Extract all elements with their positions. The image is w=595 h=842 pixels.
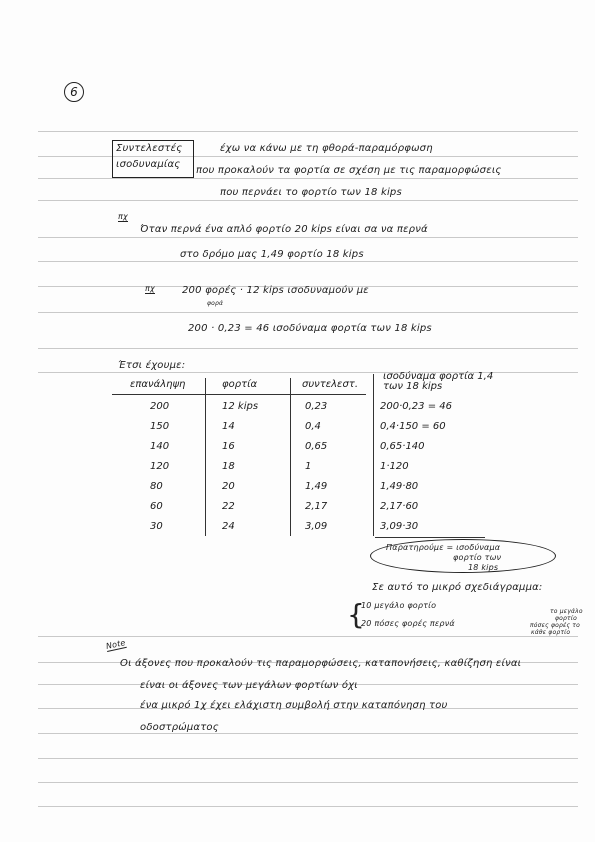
heading-line: Συντελεστές <box>116 143 183 154</box>
table-cell: 0,4 <box>305 421 321 432</box>
table-cell: 3,09 <box>305 521 328 532</box>
side-note-line: κάθε φορτίο <box>531 629 571 636</box>
table-cell: 24 <box>222 521 235 532</box>
example-equation: 200 · 0,23 = 46 ισοδύναμα φορτία των 18 kips <box>188 323 432 334</box>
side-note-line: πόσες φορές το <box>530 622 580 629</box>
table-cell: 80 <box>150 481 163 492</box>
note-line: ένα μικρό 1χ έχει ελάχιστη συμβολή στην καταπόνηση του <box>140 700 448 711</box>
table-cell: 0,65·140 <box>380 441 425 452</box>
table-header: συντελεστ. <box>302 379 358 390</box>
table-cell: 200 <box>150 401 170 412</box>
note-label: Note <box>105 638 127 651</box>
ruled-line <box>38 806 578 807</box>
note-line: είναι οι άξονες των μεγάλων φορτίων όχι <box>140 680 358 691</box>
example-marker: πχ <box>118 212 128 221</box>
table-title: Έτσι έχουμε: <box>118 360 186 371</box>
table-column-divider <box>205 378 206 536</box>
ruled-line <box>38 348 578 349</box>
table-header-rule <box>112 394 366 395</box>
table-cell: 2,17·60 <box>380 501 419 512</box>
table-header: φορτία <box>222 379 258 390</box>
table-column-divider <box>290 378 291 536</box>
table-cell: 18 <box>222 461 235 472</box>
table-bottom-rule <box>375 537 485 538</box>
table-cell: 20 <box>222 481 235 492</box>
example-text: 200 φορές · 12 kips ισοδυναμούν με <box>182 285 369 296</box>
table-cell: 2,17 <box>305 501 328 512</box>
table-cell: 0,23 <box>305 401 328 412</box>
ellipse-note-line: Παρατηρούμε = ισοδύναμα <box>386 543 501 552</box>
ruled-line <box>38 178 578 179</box>
table-cell: 3,09·30 <box>380 521 419 532</box>
table-cell: 1,49 <box>305 481 328 492</box>
table-cell: 30 <box>150 521 163 532</box>
table-header: επανάληψη <box>130 379 186 390</box>
table-cell: 1,49·80 <box>380 481 419 492</box>
table-cell: 60 <box>150 501 163 512</box>
heading-box <box>112 140 194 178</box>
intro-line: έχω να κάνω με τη φθορά-παραμόρφωση <box>220 143 433 154</box>
table-cell: 16 <box>222 441 235 452</box>
ruled-line <box>38 261 578 262</box>
ellipse-note-line: 18 kips <box>468 563 499 572</box>
table-cell: 150 <box>150 421 170 432</box>
side-note-line: το μεγάλο <box>550 608 583 615</box>
table-cell: 120 <box>150 461 170 472</box>
table-header <box>383 372 503 392</box>
intro-line: που περνάει το φορτίο των 18 kips <box>220 187 402 198</box>
example-marker: πχ <box>145 284 155 293</box>
ruled-line <box>38 200 578 201</box>
ruled-line <box>38 758 578 759</box>
table-cell: 1·120 <box>380 461 409 472</box>
table-cell: 200·0,23 = 46 <box>380 401 452 412</box>
page-number: 6 <box>64 82 84 102</box>
example-subtext: φορά <box>207 300 224 307</box>
ellipse-note-line: φορτίο των <box>453 553 502 562</box>
ruled-line <box>38 312 578 313</box>
table-cell: 1 <box>305 461 312 472</box>
example-line: Όταν περνά ένα απλό φορτίο 20 kips είναι σα να περνά <box>140 224 428 235</box>
conclusion-lead: Σε αυτό το μικρό σχεδιάγραμμα: <box>372 582 543 593</box>
table-cell: 22 <box>222 501 235 512</box>
brace-glyph: { <box>347 598 365 631</box>
example-line: στο δρόμο μας 1,49 φορτίο 18 kips <box>180 249 364 260</box>
ruled-line <box>38 636 578 637</box>
intro-line: που προκαλούν τα φορτία σε σχέση με τις παραμορφώσεις <box>196 165 502 176</box>
ruled-line <box>38 237 578 238</box>
conclusion-branch: 10 μεγάλο φορτίο <box>361 601 437 610</box>
table-header-text: ισοδύναμα φορτία 1,4 των 18 kips <box>383 371 494 392</box>
ruled-line <box>38 131 578 132</box>
conclusion-branch: 20 πόσες φορές περνά <box>361 619 455 628</box>
heading-line: ισοδυναμίας <box>116 159 181 170</box>
ruled-line <box>38 782 578 783</box>
table-column-divider <box>373 374 374 536</box>
note-line: Οι άξονες που προκαλούν τις παραμορφώσεις, καταπονήσεις, καθίζηση είναι <box>120 658 522 669</box>
note-line: οδοστρώματος <box>140 722 219 733</box>
table-cell: 0,4·150 = 60 <box>380 421 446 432</box>
table-cell: 140 <box>150 441 170 452</box>
table-cell: 0,65 <box>305 441 328 452</box>
ruled-line <box>38 733 578 734</box>
table-cell: 12 kips <box>222 401 259 412</box>
side-note-line: φορτίο <box>555 615 577 622</box>
table-cell: 14 <box>222 421 235 432</box>
